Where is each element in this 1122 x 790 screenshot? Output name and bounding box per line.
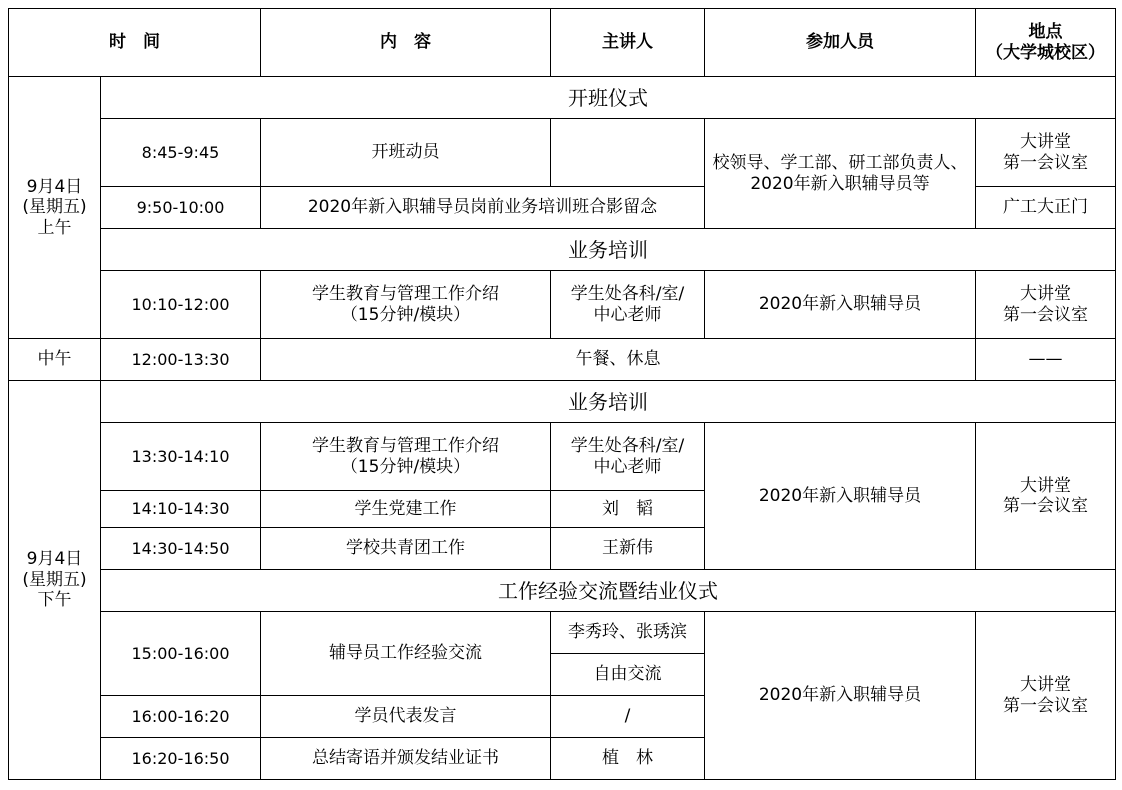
location-line1: 大讲堂 [1020,675,1071,696]
time-cell: 16:00-16:20 [101,696,261,738]
schedule-table [8,8,1116,780]
section-title: 业务培训 [101,381,1116,423]
speaker-cell: 李秀玲、张琇滨 [551,612,705,654]
location-cell [976,612,1116,780]
afternoon-day-line1: 9月4日 [26,549,83,570]
header-participants: 参加人员 [705,9,976,77]
table-row [9,423,1116,491]
morning-day-line2: (星期五) [22,197,87,218]
location-line2: 第一会议室 [1003,304,1088,325]
content-cell: 学生党建工作 [261,491,551,528]
speaker-line1: 学生处各科/室/ [570,284,685,305]
time-cell: 10:10-12:00 [101,271,261,339]
participants-line1: 校领导、学工部、研工部负责人、 [712,153,968,174]
location-line2: 第一会议室 [1003,152,1088,173]
noon-label-cell: 中午 [9,339,101,381]
time-cell: 8:45-9:45 [101,119,261,187]
morning-day-cell [9,77,101,339]
participants-cell [705,119,976,229]
content-cell: 2020年新入职辅导员岗前业务培训班合影留念 [261,187,705,229]
location-line1: 大讲堂 [1020,132,1071,153]
content-cell: 开班动员 [261,119,551,187]
table-row [9,119,1116,187]
header-content: 内 容 [261,9,551,77]
table-row [9,271,1116,339]
speaker-cell [551,119,705,187]
speaker-cell: 刘 韬 [551,491,705,528]
location-cell: —— [976,339,1116,381]
location-cell [976,423,1116,570]
location-cell [976,119,1116,187]
participants-cell: 2020年新入职辅导员 [705,423,976,570]
time-cell: 15:00-16:00 [101,612,261,696]
speaker-cell: / [551,696,705,738]
content-line2: （15分钟/模块） [340,304,471,325]
afternoon-day-cell [9,381,101,780]
speaker-cell: 自由交流 [551,654,705,696]
section-title: 业务培训 [101,229,1116,271]
speaker-cell [551,271,705,339]
time-cell: 9:50-10:00 [101,187,261,229]
content-cell [261,271,551,339]
location-line2: 第一会议室 [1003,496,1088,516]
speaker-cell [551,423,705,491]
afternoon-day-line2: (星期五) [22,569,87,590]
header-location-line1: 地点 [1028,22,1063,43]
speaker-cell: 王新伟 [551,528,705,570]
time-cell: 12:00-13:30 [101,339,261,381]
morning-day-line3: 上午 [37,217,72,238]
time-cell: 16:20-16:50 [101,738,261,780]
content-cell: 辅导员工作经验交流 [261,612,551,696]
content-line2: （15分钟/模块） [340,456,471,477]
header-row [9,9,1116,77]
location-cell [976,271,1116,339]
time-cell: 14:10-14:30 [101,491,261,528]
header-time: 时 间 [9,9,261,77]
table-row [9,612,1116,654]
content-line1: 学生教育与管理工作介绍 [312,436,499,457]
participants-cell: 2020年新入职辅导员 [705,271,976,339]
section-title: 工作经验交流暨结业仪式 [101,570,1116,612]
table-row [9,77,1116,119]
speaker-line2: 中心老师 [593,304,662,325]
content-cell [261,423,551,491]
time-cell: 13:30-14:10 [101,423,261,491]
location-line2: 第一会议室 [1003,695,1088,716]
content-cell: 学校共青团工作 [261,528,551,570]
speaker-line1: 学生处各科/室/ [570,436,685,457]
location-line1: 大讲堂 [1020,284,1071,305]
header-location-line2: （大学城校区） [986,42,1105,63]
afternoon-day-line3: 下午 [37,590,72,611]
header-location [976,9,1116,77]
location-line1: 大讲堂 [1020,475,1071,496]
content-cell: 学员代表发言 [261,696,551,738]
content-line1: 学生教育与管理工作介绍 [312,284,499,305]
header-speaker: 主讲人 [551,9,705,77]
morning-day-line1: 9月4日 [26,176,83,197]
content-cell: 午餐、休息 [261,339,976,381]
table-row [9,339,1116,381]
table-row [9,229,1116,271]
table-row [9,381,1116,423]
participants-cell: 2020年新入职辅导员 [705,612,976,780]
table-row [9,570,1116,612]
participants-line2: 2020年新入职辅导员等 [750,173,930,194]
location-cell: 广工大正门 [976,187,1116,229]
content-cell: 总结寄语并颁发结业证书 [261,738,551,780]
speaker-line2: 中心老师 [593,456,662,477]
speaker-cell: 植 林 [551,738,705,780]
time-cell: 14:30-14:50 [101,528,261,570]
section-title: 开班仪式 [101,77,1116,119]
